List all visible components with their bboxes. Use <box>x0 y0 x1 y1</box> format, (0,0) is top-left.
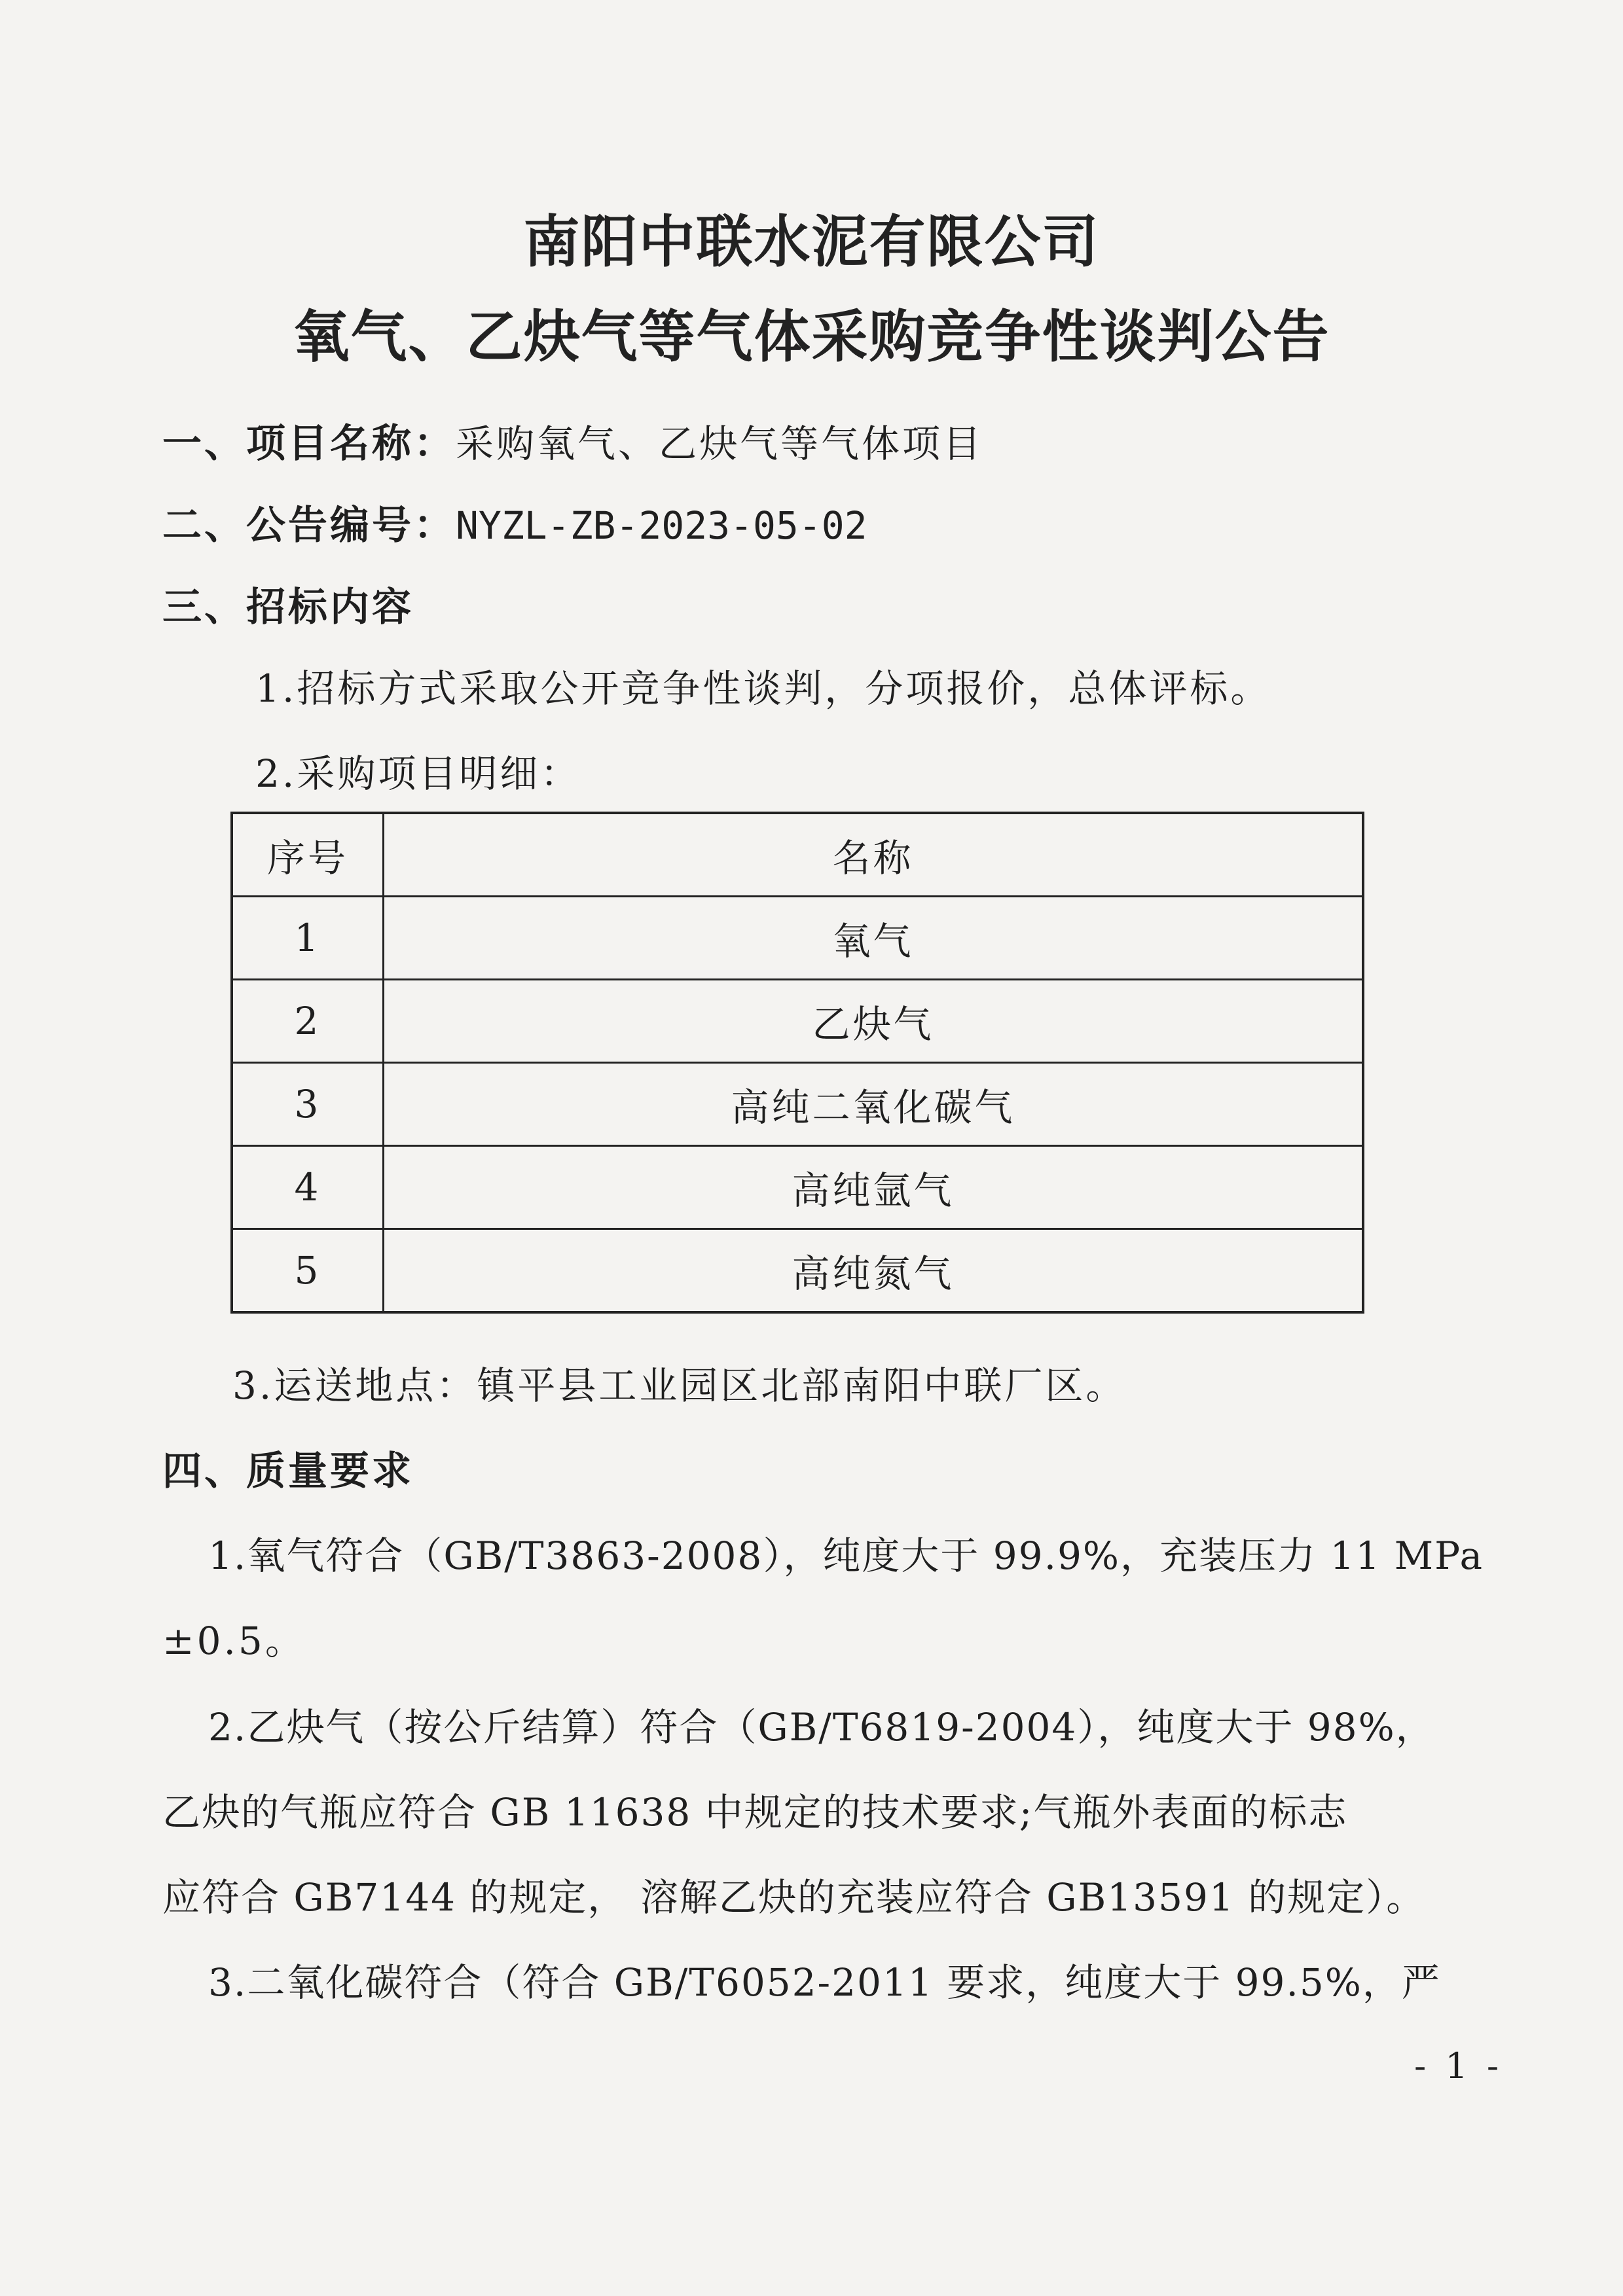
row-name: 高纯氩气 <box>384 1146 1364 1229</box>
tender-method: 1.招标方式采取公开竞争性谈判，分项报价，总体评标。 <box>255 666 1271 711</box>
section-1-value: 采购氧气、乙炔气等气体项目 <box>456 422 984 466</box>
row-name: 高纯二氧化碳气 <box>384 1063 1364 1146</box>
document-title: 氧气、乙炔气等气体采购竞争性谈判公告 <box>293 304 1330 370</box>
section-2-label: 二、公告编号： <box>162 503 456 548</box>
section-2 <box>162 494 867 550</box>
row-name: 氧气 <box>384 897 1364 980</box>
row-number: 4 <box>232 1146 384 1229</box>
row-number: 5 <box>232 1229 384 1313</box>
quality-oxygen-line-1: 1.氧气符合（GB/T3863-2008），纯度大于 99.9%，充装压力 11 MPa <box>208 1534 1484 1578</box>
header-name: 名称 <box>384 813 1364 897</box>
table-row <box>232 897 1363 980</box>
quality-oxygen-line-2: ±0.5。 <box>162 1619 306 1663</box>
quality-acetylene-line-1: 2.乙炔气（按公斤结算）符合（GB/T6819-2004），纯度大于 98%， <box>208 1705 1435 1749</box>
section-1 <box>162 412 983 469</box>
row-number: 2 <box>232 980 384 1063</box>
table-row <box>232 980 1363 1063</box>
row-name: 乙炔气 <box>384 980 1364 1063</box>
company-name: 南阳中联水泥有限公司 <box>523 209 1100 275</box>
row-number: 3 <box>232 1063 384 1146</box>
quality-acetylene-line-3: 应符合 GB7144 的规定， 溶解乙炔的充装应符合 GB13591 的规定）。 <box>162 1875 1426 1920</box>
table-row <box>232 1146 1363 1229</box>
row-number: 1 <box>232 897 384 980</box>
table-row <box>232 1229 1363 1313</box>
page-number: - 1 - <box>1414 2045 1503 2087</box>
purchase-items-table <box>230 812 1364 1314</box>
delivery-location: 3.运送地点：镇平县工业园区北部南阳中联厂区。 <box>232 1363 1127 1408</box>
header-number: 序号 <box>232 813 384 897</box>
section-4-heading: 四、质量要求 <box>162 1448 414 1494</box>
row-name: 高纯氮气 <box>384 1229 1364 1313</box>
section-2-value: NYZL-ZB-2023-05-02 <box>456 503 867 548</box>
section-3-heading: 三、招标内容 <box>162 584 414 630</box>
table-row <box>232 1063 1363 1146</box>
quality-co2-line-1: 3.二氧化碳符合（符合 GB/T6052-2011 要求，纯度大于 99.5%，严 <box>208 1960 1441 2005</box>
table-header-row <box>232 813 1363 897</box>
section-1-label: 一、项目名称： <box>162 421 456 467</box>
quality-acetylene-line-2: 乙炔的气瓶应符合 GB 11638 中规定的技术要求;气瓶外表面的标志 <box>162 1790 1348 1835</box>
purchase-detail-label: 2.采购项目明细： <box>255 751 581 796</box>
